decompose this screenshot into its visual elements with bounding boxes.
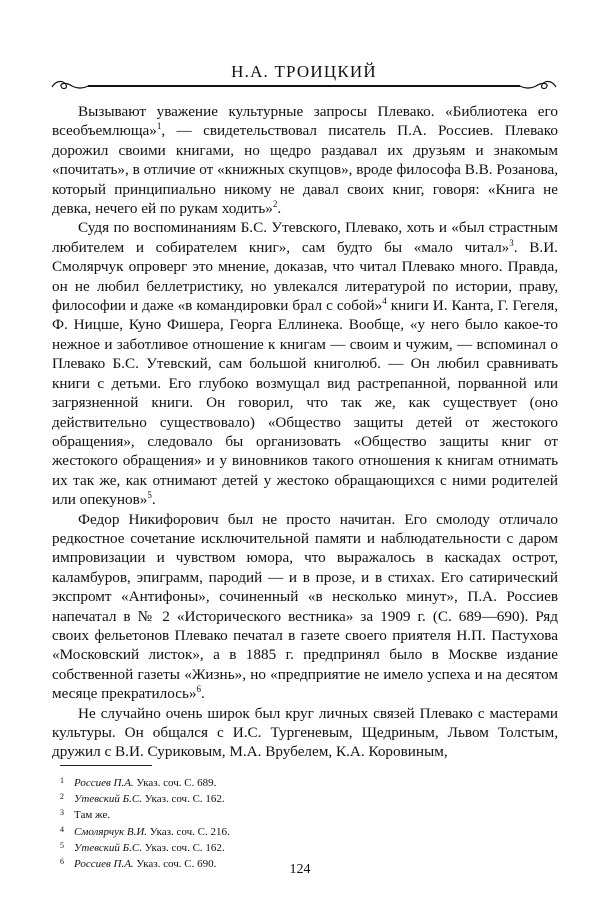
footnote-number: 3 xyxy=(60,808,64,818)
footnote xyxy=(60,823,480,839)
footnote-author: Утевский Б.С. xyxy=(74,793,142,806)
paragraph: Федор Никифорович был не просто начитан. Его смолоду отличало редкостное сочетание исключительной памяти и наблюдательности с даром импровизации и чувством юмора, что выражалось в каскадах острот, каламбуров, эпиграмм, пародий — и в прозе, и в стихах. Его сатирический экспромт «Антифоны», сочиненный «в несколько минут», П.А. Россиев напечатал в № 2 «Исторического вестника» за 1909 г. (С. 689—690). Ряд своих фельетонов Плевако печатал в газете своего приятеля Н.П. Пастухова «Московский листок», а в 1885 г. предпринял было в Москве издание собственной газеты «Жизнь», но «предприятие не имело успеха и на десятом месяце прекратилось»$^6$. xyxy=(52,510,558,703)
footnote xyxy=(60,839,480,855)
paragraph: Не случайно очень широк был круг личных связей Плевако с мастерами культуры. Он общался с И.С. Тургеневым, Щедриным, Львом Толстым, дружил с В.И. Суриковым, М.А. Врубелем, К.А. Коровиным, xyxy=(52,704,558,761)
footnote-number: 5 xyxy=(60,840,64,850)
footnotes xyxy=(60,774,480,871)
footnote-reference: 6 xyxy=(196,684,201,695)
footnote-number: 1 xyxy=(60,776,64,785)
footnote-author: Россиев П.А. xyxy=(74,858,134,871)
running-header xyxy=(48,56,560,96)
paragraph: Судя по воспоминаниям Б.С. Утевского, Плевако, хоть и «был страстным любителем и собирателем книг», сам будто бы «мало читал»$^3$. В.И. Смолярчук опроверг это мнение, доказав, что читал Плевако много. Правда, он не любил беллетристику, но увлекался литературой по истории, праву, философии и даже «в командировки брал с собой»$^4$ книги И. Канта, Г. Гегеля, Ф. Ницше, Куно Фишера, Георга Еллинека. Вообще, «у него было какое-то нежное и заботливое отношение к книгам — своим и чужим, — вспоминал о Плевако Б.С. Утевский, сам большой книголюб. — Он любил сравнивать книги с детьми. Его глубоко возмущал вид растрепанной, порванной или загрязненной книги. Он говорил, что так же, как существует (оно действительно существовало) «Общество защиты детей от жестокого обращения», следовало бы организовать «Общество защиты книг от жестокого обращения» и у виновников такого отношения к книгам отнимать их так же, как отнимают детей у жестоко обращающихся с ними родителей или опекунов»$^5$. xyxy=(52,219,558,509)
footnote-reference: 5 xyxy=(147,490,152,501)
footnote-author: Смолярчук В.И. xyxy=(74,825,148,838)
page-number: 124 xyxy=(289,862,311,877)
footnote-text: Указ. соч. С. 689. xyxy=(133,777,217,789)
footnote-number: 2 xyxy=(60,792,64,802)
footnote-reference: 2 xyxy=(272,198,278,209)
footnote-author: Россиев П.А. xyxy=(74,777,134,789)
footnote-reference: 4 xyxy=(382,296,387,306)
footnote-text: Указ. соч. С. 216. xyxy=(147,825,230,838)
footnote-reference: 1 xyxy=(156,121,162,132)
ornamental-rule xyxy=(48,78,560,92)
footnote-reference: 3 xyxy=(509,237,514,248)
footnote xyxy=(60,790,480,806)
paragraph: Вызывают уважение культурные запросы Плевако. «Библиотека его всеобъемлюща»$^1$, — свидетельствовал писатель П.А. Россиев. Плевако дорожил своими книгами, но щедро раздавал их друзьям и знакомым «почитать», в отличие от «книжных скупцов», вроде философа В.В. Розанова, который принципиально никому не давал своих книг, говоря: «Книга не девка, нечего ей по рукам ходить»$^2$. xyxy=(52,103,558,218)
footnote-number: 6 xyxy=(60,857,64,867)
footnote-author: Утевский Б.С. xyxy=(74,841,142,854)
running-header-title: Н.А. ТРОИЦКИЙ xyxy=(231,62,377,81)
footnote-number: 4 xyxy=(60,824,64,834)
footnote xyxy=(60,806,480,822)
footnote-text: Указ. соч. С. 162. xyxy=(141,793,225,806)
footnote-separator xyxy=(60,765,152,766)
footnote xyxy=(60,774,480,790)
footnote-text: Там же. xyxy=(74,809,111,822)
footnote-text: Указ. соч. С. 690. xyxy=(133,858,217,871)
footnote-text: Указ. соч. С. 162. xyxy=(141,841,225,854)
main-text xyxy=(52,102,558,762)
